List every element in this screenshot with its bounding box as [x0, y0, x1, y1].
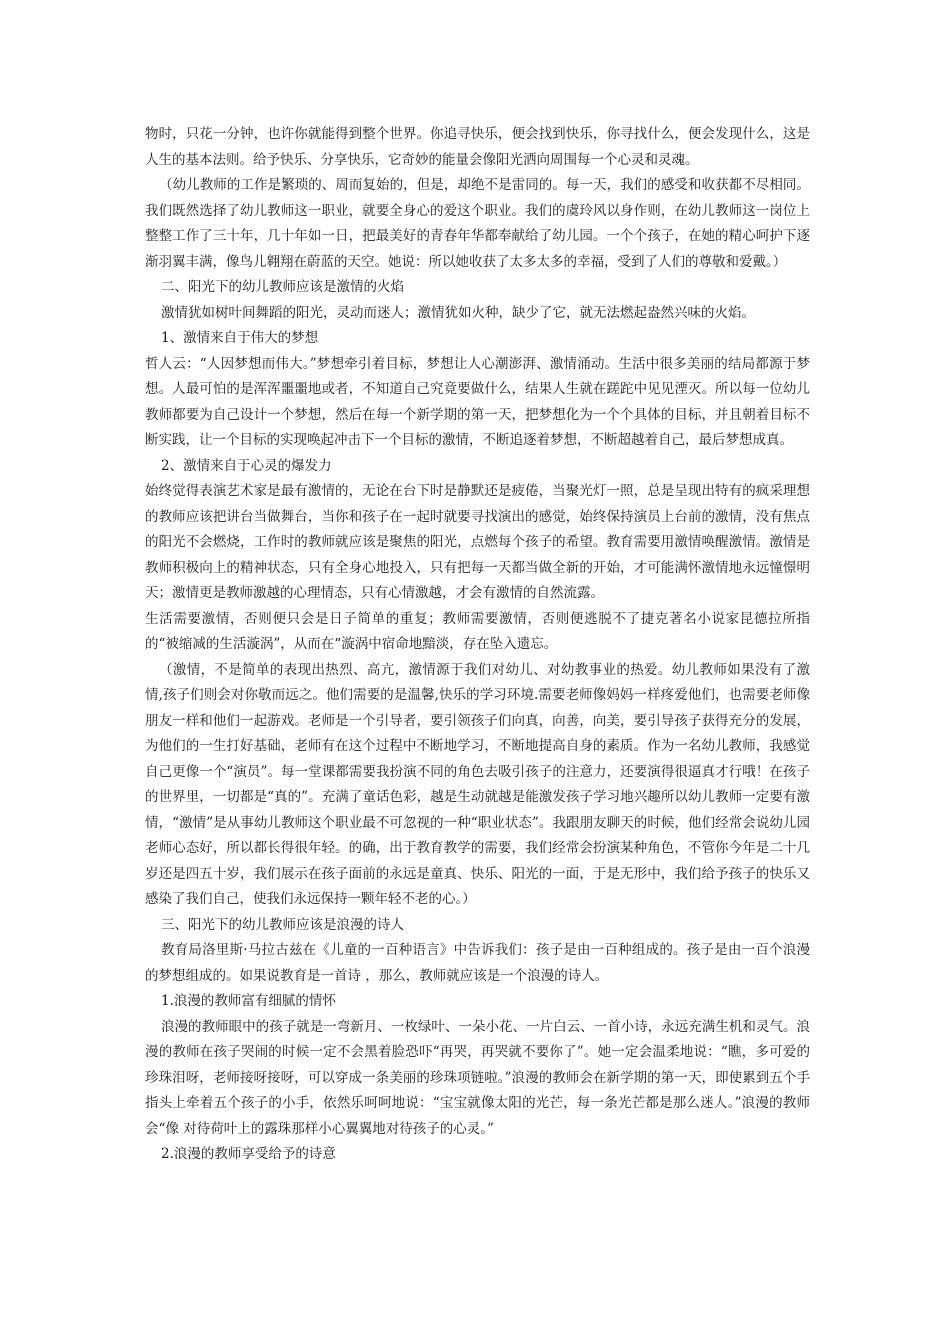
paragraph: 浪漫的教师眼中的孩子就是一弯新月、一枚绿叶、一朵小花、一片白云、一首小诗，永远充满生机和灵气。浪漫的教师在孩子哭闹的时候一定不会黑着脸恐吓“再哭，再哭就不要你了”。她一定会温柔地说：“瞧，多可爱的珍珠泪呀，老师接呀接呀，可以穿成一条美丽的珍珠项链啦。”浪漫的教师会在新学期的第一天，即使累到五个手指头上牵着五个孩子的小手，依然乐呵呵地说：“宝宝就像太阳的光芒，每一条光芒都是那么迷人。”浪漫的教师会“像 对待荷叶上的露珠那样小心翼翼地对待孩子的心灵。” [145, 1018, 810, 1137]
paragraph: 哲人云：“人因梦想而伟大。”梦想牵引着目标，梦想让人心潮澎湃、激情涌动。生活中很多美丽的结局都源于梦想。人最可怕的是浑浑噩噩地或者，不知道自己究竟要做什么，结果人生就在蹉跎中见见湮灭。所以每一位幼儿教师都要为自己设计一个梦想，然后在每一个新学期的第一天，把梦想化为一个个具体的目标，并且朝着目标不断实践，让一个目标的实现唤起冲击下一个目标的激情，不断追逐着梦想，不断超越着自己，最后梦想成真。 [145, 355, 810, 448]
paragraph: 物时，只花一分钟，也许你就能得到整个世界。你追寻快乐，便会找到快乐，你寻找什么，便会发现什么，这是人生的基本法则。给予快乐、分享快乐，它奇妙的能量会像阳光洒向周围每一个心灵和灵魂。 [145, 126, 810, 168]
document-body [145, 122, 810, 1168]
subsection-heading: 1.浪漫的教师富有细腻的情怀 [161, 993, 336, 1009]
section-heading: 二、阳光下的幼儿教师应该是激情的火焰 [161, 279, 404, 295]
paragraph: （幼儿教师的工作是繁琐的、周而复始的，但是，却绝不是雷同的。每一天，我们的感受和收获都不尽相同。我们既然选择了幼儿教师这一职业，就要全身心的爱这个职业。我们的虞玲风以身作则，在幼儿教师这一岗位上整整工作了三十年，几十年如一日，把最美好的青春年华都奉献给了幼儿园。一个个孩子，在她的精心呵护下逐渐羽翼丰满，像鸟儿翱翔在蔚蓝的天空。她说：所以她收获了太多太多的幸福，受到了人们的尊敬和爱戴。） [145, 177, 810, 270]
paragraph: 激情犹如树叶间舞蹈的阳光，灵动而迷人；激情犹如火种，缺少了它，就无法燃起盎然兴味的火焰。 [161, 304, 755, 321]
paragraph: （激情，不是简单的表现出热烈、高亢，激情源于我们对幼儿、对幼教事业的热爱。幼儿教师如果没有了激情,孩子们则会对你敬而远之。他们需要的是温馨,快乐的学习环境.需要老师像妈妈一样疼爱他们，也需要老师像朋友一样和他们一起游戏。老师是一个引导者，要引领孩子们向真，向善，向美，要引导孩子获得充分的发展，为他们的一生打好基础，老师有在这个过程中不断地学习，不断地提高自身的素质。作为一名幼儿教师，我感觉自己更像一个“演员”。每一堂课都需要我扮演不同的角色去吸引孩子的注意力，还要演得很逼真才行哦！在孩子的世界里，一切都是“真的”。充满了童话色彩，越是生动就越是能激发孩子学习地兴趣所以幼儿教师一定要有激情，“激情”是从事幼儿教师这个职业最不可忽视的一种“职业状态”。我跟朋友聊天的时候，他们经常会说幼儿园老师心态好，所以都长得很年轻。的确，出于教育教学的需要，我们经常会扮演某种角色，不管你今年是二十几岁还是四五十岁，我们展示在孩子面前的永远是童真、快乐、阳光的一面，于是无形中，我们给予孩子的快乐又感染了我们自己，使我们永远保持一颗年轻不老的心。） [145, 661, 810, 907]
paragraph: 生活需要激情，否则便只会是日子简单的重复；教师需要激情，否则便逃脱不了捷克著名小说家昆德拉所指的“被缩减的生活漩涡”，从而在“漩涡中宿命地黯淡，存在坠入遗忘。 [145, 610, 810, 652]
paragraph: 始终觉得表演艺术家是最有激情的，无论在台下时是静默还是疲倦，当聚光灯一照，总是呈现出特有的疯采理想的教师应该把讲台当做舞台，当你和孩子在一起时就要寻找演出的感觉，始终保持演员上台前的激情，没有焦点的阳光不会燃烧，工作时的教师就应该是聚焦的阳光，点燃每个孩子的希望。教育需要用激情唤醒激情。激情是教师积极向上的精神状态，只有全身心地投入，只有把每一天都当做全新的开始，才可能满怀激情地永远憧憬明天；激情更是教师激越的心理情态，只有心情激越，才会有激情的自然流露。 [145, 483, 810, 601]
subsection-heading: 2、激情来自于心灵的爆发力 [161, 457, 332, 474]
subsection-heading: 1、激情来自于伟大的梦想 [161, 330, 319, 346]
paragraph: 教育局洛里斯·马拉古兹在《儿童的一百种语言》中告诉我们：孩子是由一百种组成的。孩子是由一百个浪漫的梦想组成的。如果说教育是一首诗 ，那么，教师就应该是一个浪漫的诗人。 [145, 942, 810, 984]
subsection-heading: 2.浪漫的教师享受给予的诗意 [161, 1146, 336, 1162]
section-heading: 三、阳光下的幼儿教师应该是浪漫的诗人 [161, 916, 404, 933]
